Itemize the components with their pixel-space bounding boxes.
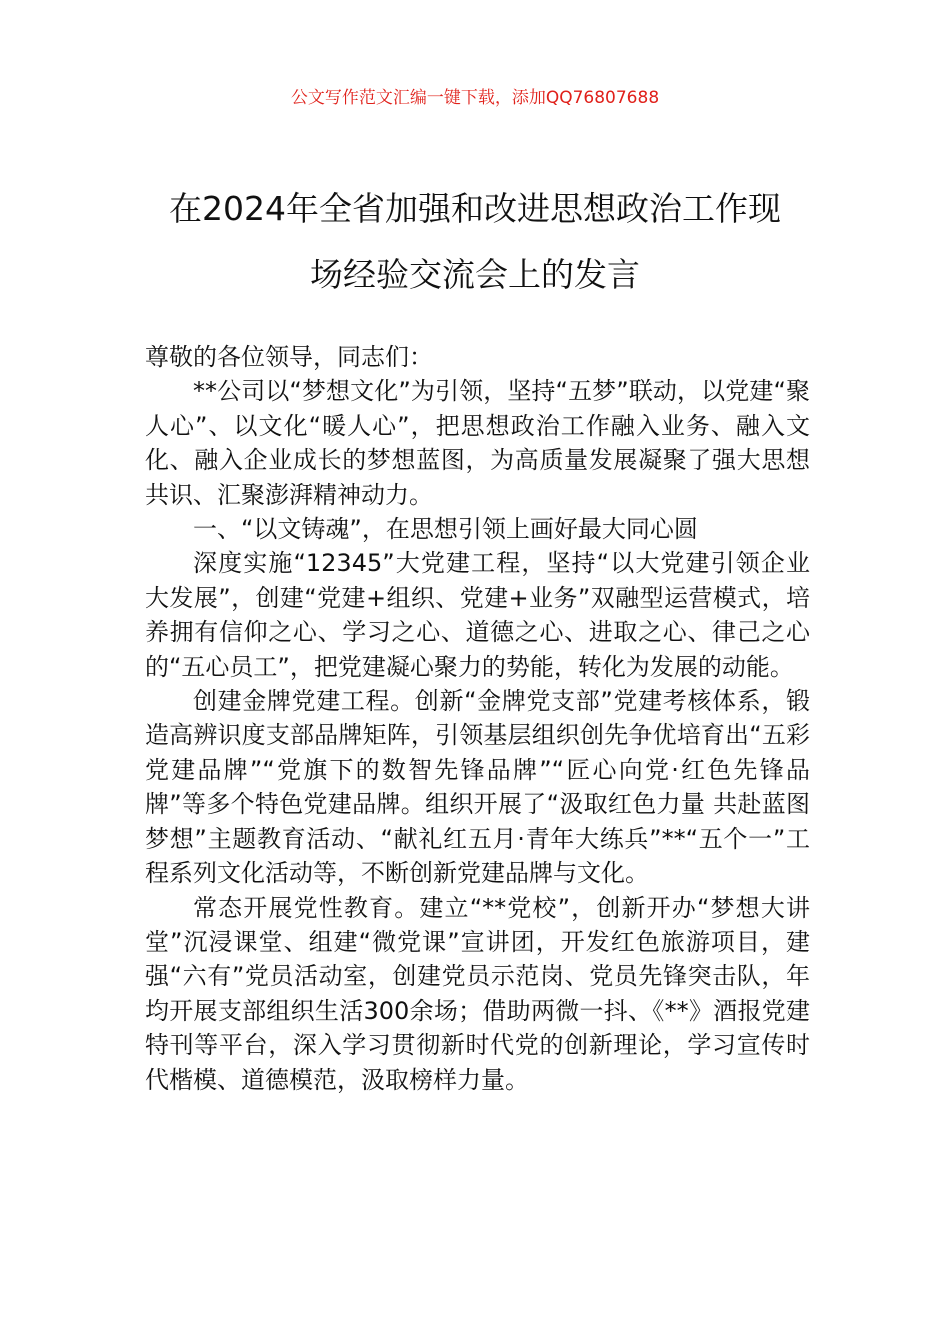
section-heading-1: 一、“以文铸魂”，在思想引领上画好最大同心圆 [193, 515, 698, 544]
salutation: 尊敬的各位领导，同志们： [145, 343, 433, 371]
body-paragraph-party-building: 深度实施“12345”大党建工程，坚持“以大党建引领企业大发展”，创建“党建+组织、党建+业务”双融型运营模式，培养拥有信仰之心、学习之心、道德之心、进取之心、律己之心的“五心员工”，把党建凝心聚力的势能，转化为发展的动能。 [145, 549, 810, 681]
body-paragraph-party-education: 常态开展党性教育。建立“**党校”，创新开办“梦想大讲堂”沉浸课堂、组建“微党课”宣讲团，开发红色旅游项目，建强“六有”党员活动室，创建党员示范岗、党员先锋突击队，年均开展支部组织生活300余场；借助两微一抖、《**》酒报党建特刊等平台，深入学习贯彻新时代党的创新理论，学习宣传时代楷模、道德模范，汲取榜样力量。 [145, 893, 810, 1094]
document-title-line-1: 在2024年全省加强和改进思想政治工作现 [169, 189, 781, 228]
download-banner[interactable]: 公文写作范文汇编一键下载，添加QQ76807688 [290, 88, 660, 108]
document-title-line-2: 场经验交流会上的发言 [310, 255, 640, 294]
document-title [140, 176, 810, 308]
document-body [145, 340, 810, 1097]
intro-paragraph: **公司以“梦想文化”为引领，坚持“五梦”联动，以党建“聚人心”、以文化“暖人心”，把思想政治工作融入业务、融入文化、融入企业成长的梦想蓝图，为高质量发展凝聚了强大思想共识、汇聚澎湃精神动力。 [145, 377, 810, 509]
body-paragraph-gold-brand: 创建金牌党建工程。创新“金牌党支部”党建考核体系，锻造高辨识度支部品牌矩阵，引领基层组织创先争优培育出“五彩党建品牌”“党旗下的数智先锋品牌”“匠心向党·红色先锋品牌”等多个特色党建品牌。组织开展了“汲取红色力量 共赴蓝图梦想”主题教育活动、“献礼红五月·青年大练兵”**“五个一”工程系列文化活动等，不断创新党建品牌与文化。 [145, 687, 810, 888]
